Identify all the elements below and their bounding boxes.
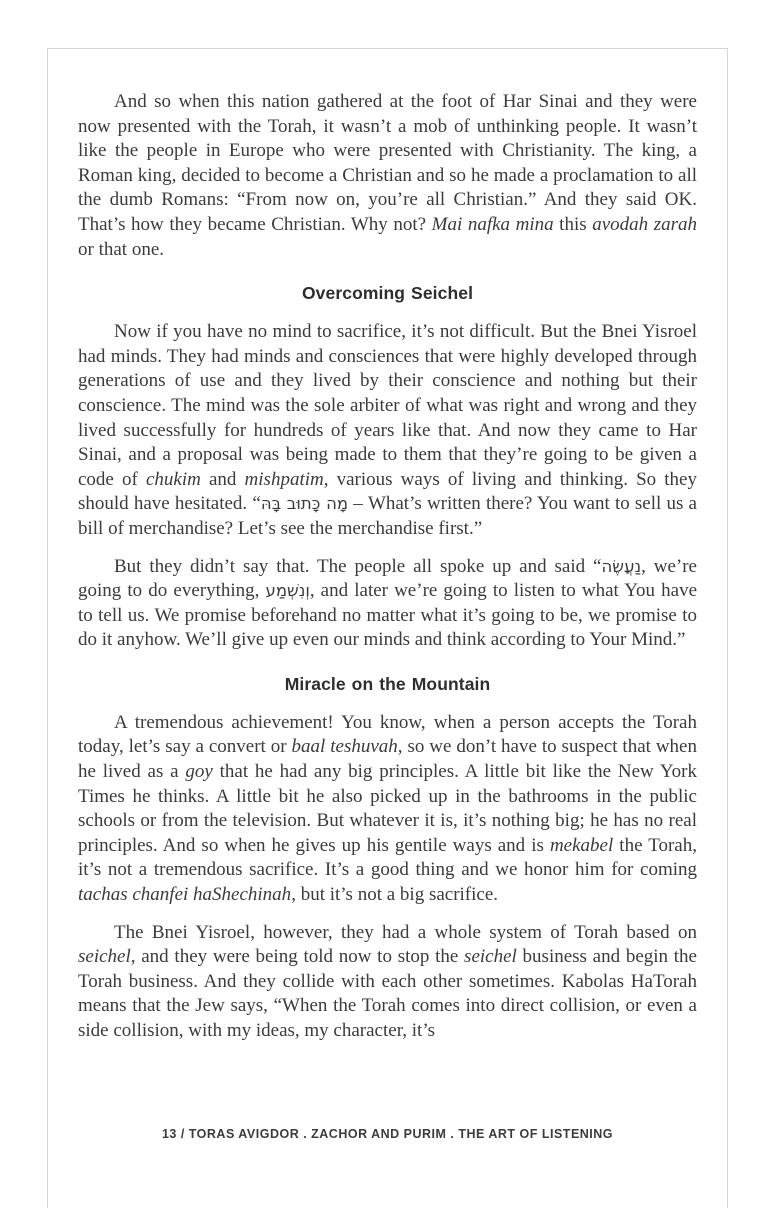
text-run: , various ways of living and thinking. So they should have hesitated. “ — [78, 468, 697, 515]
section-heading: Overcoming Seichel — [301, 283, 474, 304]
text-run: The Bnei Yisroel, however, they had a whole system of Torah based on — [114, 921, 697, 943]
paragraph — [78, 711, 697, 908]
text-run: this — [553, 213, 593, 235]
text-run: – What’s written there? You want to sell us a bill of merchandise? Let’s see the merchandise first.” — [78, 493, 697, 539]
italic-term: seichel — [464, 946, 517, 968]
text-run: , and later we’re going to listen to what You have to tell us. We promise beforehand no matter what it’s going to be, we promise to do it anyhow. We’ll give up even our minds and think according to Your Mind.” — [78, 580, 698, 651]
text-run: , so we don’t have to suspect that when he lived as a — [78, 736, 697, 783]
hebrew-phrase: מָה כָּתוּב בָּהּ — [260, 494, 349, 514]
italic-term: baal teshuvah — [291, 736, 398, 758]
text-run: A tremendous achievement! You know, when a person accepts the Torah today, let’s say a convert or — [78, 711, 697, 758]
section-heading: Miracle on the Mountain — [284, 673, 491, 694]
text-run: And so when this nation gathered at the foot of Har Sinai and they were now presented with the Torah, it wasn’t a mob of unthinking people. It wasn’t like the people in Europe who were presented with Christianity. The king, a Roman king, decided to become a Christian and so he made a proclamation to all the dumb Romans: “From now on, you’re all Christian.” And they said OK. That’s how they became Christian. Why not? — [78, 91, 697, 235]
italic-term: goy — [185, 761, 213, 783]
text-run: Now if you have no mind to sacrifice, it’s not difficult. But the Bnei Yisroel had minds. They had minds and consciences that were highly developed through generations of use and they lived by their conscience and nothing but their conscience. The mind was the sole arbiter of what was right and wrong and they lived successfully for hundreds of years like that. And now they came to Har Sinai, and a proposal was being made to them that they’re going to be given a code of — [78, 321, 697, 490]
italic-term: mekabel — [549, 834, 614, 856]
italic-term: mishpatim — [244, 468, 324, 490]
italic-term: Mai nafka mina — [431, 213, 554, 235]
hebrew-phrase: נַעֲשֶׂה — [601, 556, 642, 576]
text-run: or that one. — [78, 238, 165, 260]
text-run: , but it’s not a big sacrifice. — [291, 884, 499, 906]
text-run: , and they were being told now to stop the — [130, 946, 465, 968]
text-run: business and begin the Torah business. And they collide with each other sometimes. Kabolas HaTorah means that the Jew says, “When the Torah comes into direct collision, or even a side collision, with my ideas, my character, it’s — [78, 946, 697, 1041]
paragraph — [78, 320, 697, 541]
italic-term: chukim — [145, 468, 201, 490]
text-run: , we’re going to do everything, — [78, 555, 697, 602]
paragraph — [78, 90, 697, 262]
italic-term: avodah zarah — [592, 213, 697, 235]
text-run: the Torah, it’s not a tremendous sacrifice. It’s a good thing and we honor him for coming — [78, 834, 697, 881]
italic-term: seichel — [78, 946, 131, 968]
document-page — [47, 48, 728, 1208]
text-run: that he had any big principles. A little bit like the New York Times he thinks. A little bit he also picked up in the bathrooms in the public schools or from the television. But whatever it is, it’s nothing big; he has no real principles. And so when he gives up his gentile ways and is — [78, 761, 697, 856]
page-content — [48, 49, 727, 1044]
text-run: But they didn’t say that. The people all spoke up and said “ — [114, 555, 602, 577]
paragraph — [78, 555, 697, 653]
paragraph — [78, 921, 697, 1044]
page-footer: 13 / TORAS AVIGDOR . ZACHOR AND PURIM . THE ART OF LISTENING — [161, 1127, 614, 1141]
text-run: and — [200, 468, 245, 490]
italic-term: tachas chanfei haShechinah — [78, 884, 292, 906]
hebrew-phrase: וְנִשְׁמַע — [265, 581, 310, 601]
